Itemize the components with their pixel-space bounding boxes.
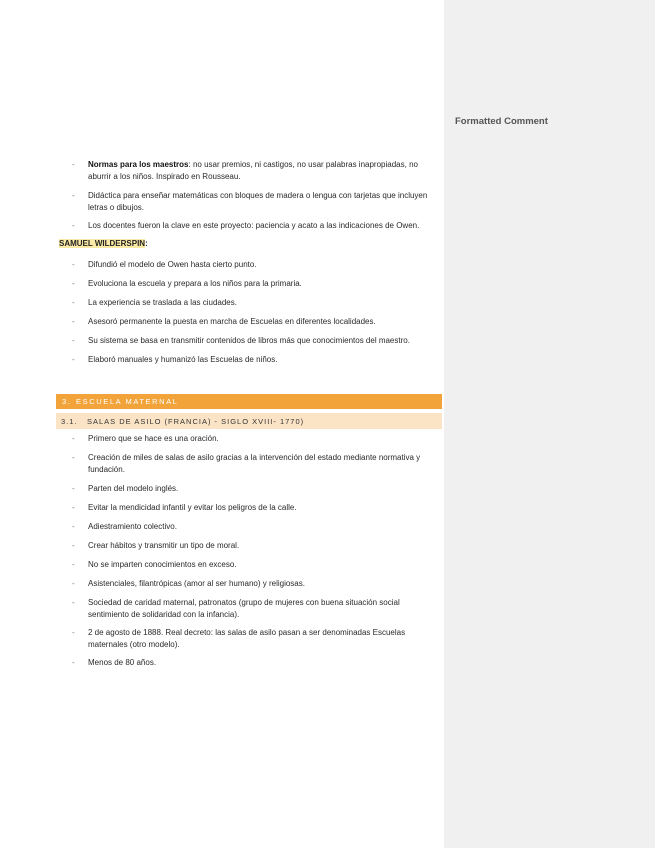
- list-item: [72, 259, 442, 271]
- bullet-text: La experiencia se traslada a las ciudades.: [88, 298, 237, 307]
- bullet-text: Adiestramiento colectivo.: [88, 522, 177, 531]
- bullet-dash: -: [72, 160, 75, 169]
- bullet-dash: -: [72, 503, 75, 512]
- bullet-dash: -: [72, 355, 75, 364]
- bullet-dash: -: [72, 579, 75, 588]
- bullet-text: Crear hábitos y transmitir un tipo de moral.: [88, 541, 240, 550]
- list-item: [72, 278, 442, 290]
- bullet-text: Parten del modelo inglés.: [88, 484, 179, 493]
- bullet-text: No se imparten conocimientos en exceso.: [88, 560, 237, 569]
- list-item: [72, 502, 442, 514]
- bullet-text: : no usar premios, ni castigos, no usar palabras inapropiadas, no aburrir a los niños. Inspirado en Rousseau.: [88, 160, 418, 181]
- list-item: [72, 316, 442, 328]
- comment-pane[interactable]: [444, 0, 655, 848]
- section-heading: [56, 394, 442, 409]
- bullet-dash: -: [72, 598, 75, 607]
- subsection-title: SALAS DE ASILO (FRANCIA) - SIGLO XVIII- 1770): [87, 417, 305, 426]
- list-item: [72, 578, 442, 590]
- bullet-text: Difundió el modelo de Owen hasta cierto punto.: [88, 260, 257, 269]
- list-item: [72, 159, 442, 183]
- bullet-dash: -: [72, 434, 75, 443]
- list-item: [72, 540, 442, 552]
- bullet-dash: -: [72, 453, 75, 462]
- bullet-dash: -: [72, 260, 75, 269]
- bullet-text: Los docentes fueron la clave en este proyecto: paciencia y acato a las indicaciones de Owen.: [88, 221, 420, 230]
- list-item: [72, 559, 442, 571]
- bullet-text: Evitar la mendicidad infantil y evitar los peligros de la calle.: [88, 503, 297, 512]
- list-item: [72, 354, 442, 366]
- section-title: ESCUELA MATERNAL: [76, 397, 179, 406]
- list-item: [72, 521, 442, 533]
- bullet-dash: -: [72, 336, 75, 345]
- bullet-dash: -: [72, 317, 75, 326]
- list-item: [72, 483, 442, 495]
- person-heading: SAMUEL WILDERSPIN:: [59, 239, 148, 248]
- section-number: 3.: [62, 397, 72, 406]
- bullet-dash: -: [72, 221, 75, 230]
- list-item: [72, 452, 442, 476]
- bullet-text: Evoluciona la escuela y prepara a los niños para la primaria.: [88, 279, 302, 288]
- list-item: [72, 297, 442, 309]
- bullet-text: Asistenciales, filantrópicas (amor al ser humano) y religiosas.: [88, 579, 305, 588]
- bullet-text: Primero que se hace es una oración.: [88, 434, 219, 443]
- bullet-text: Elaboró manuales y humanizó las Escuelas de niños.: [88, 355, 278, 364]
- bullet-dash: -: [72, 191, 75, 200]
- highlighted-name: SAMUEL WILDERSPIN: [59, 239, 146, 248]
- list-item: [72, 627, 442, 651]
- bullet-text: 2 de agosto de 1888. Real decreto: las salas de asilo pasan a ser denominadas Escuelas maternales (otro modelo).: [88, 628, 406, 649]
- bullet-text: Didáctica para enseñar matemáticas con bloques de madera o lengua con tarjetas que incluyen letras o dibujos.: [88, 191, 428, 212]
- bullet-dash: -: [72, 298, 75, 307]
- bold-term: Normas para los maestros: [88, 160, 189, 169]
- bullet-dash: -: [72, 658, 75, 667]
- bullet-text: Creación de miles de salas de asilo gracias a la intervención del estado mediante normativa y fundación.: [88, 453, 421, 474]
- list-item: [72, 597, 442, 621]
- bullet-text: Asesoró permanente la puesta en marcha de Escuelas en diferentes localidades.: [88, 317, 376, 326]
- bullet-dash: -: [72, 484, 75, 493]
- bullet-dash: -: [72, 560, 75, 569]
- list-item: [72, 190, 442, 214]
- list-item: [72, 220, 442, 232]
- bullet-text: Sociedad de caridad maternal, patronatos (grupo de mujeres con buena situación social sentimiento de solidaridad con la infancia).: [88, 598, 400, 619]
- subsection-heading: [56, 413, 442, 429]
- bullet-dash: -: [72, 279, 75, 288]
- list-item: [72, 433, 442, 445]
- bullet-dash: -: [72, 522, 75, 531]
- bullet-dash: -: [72, 541, 75, 550]
- list-item: [72, 335, 442, 347]
- list-item: [72, 657, 442, 669]
- bullet-text: Menos de 80 años.: [88, 658, 157, 667]
- bullet-dash: -: [72, 628, 75, 637]
- comment-title[interactable]: Formatted Comment: [455, 116, 548, 127]
- subsection-number: 3.1.: [61, 417, 78, 426]
- bullet-text: Su sistema se basa en transmitir contenidos de libros más que conocimientos del maestro.: [88, 336, 410, 345]
